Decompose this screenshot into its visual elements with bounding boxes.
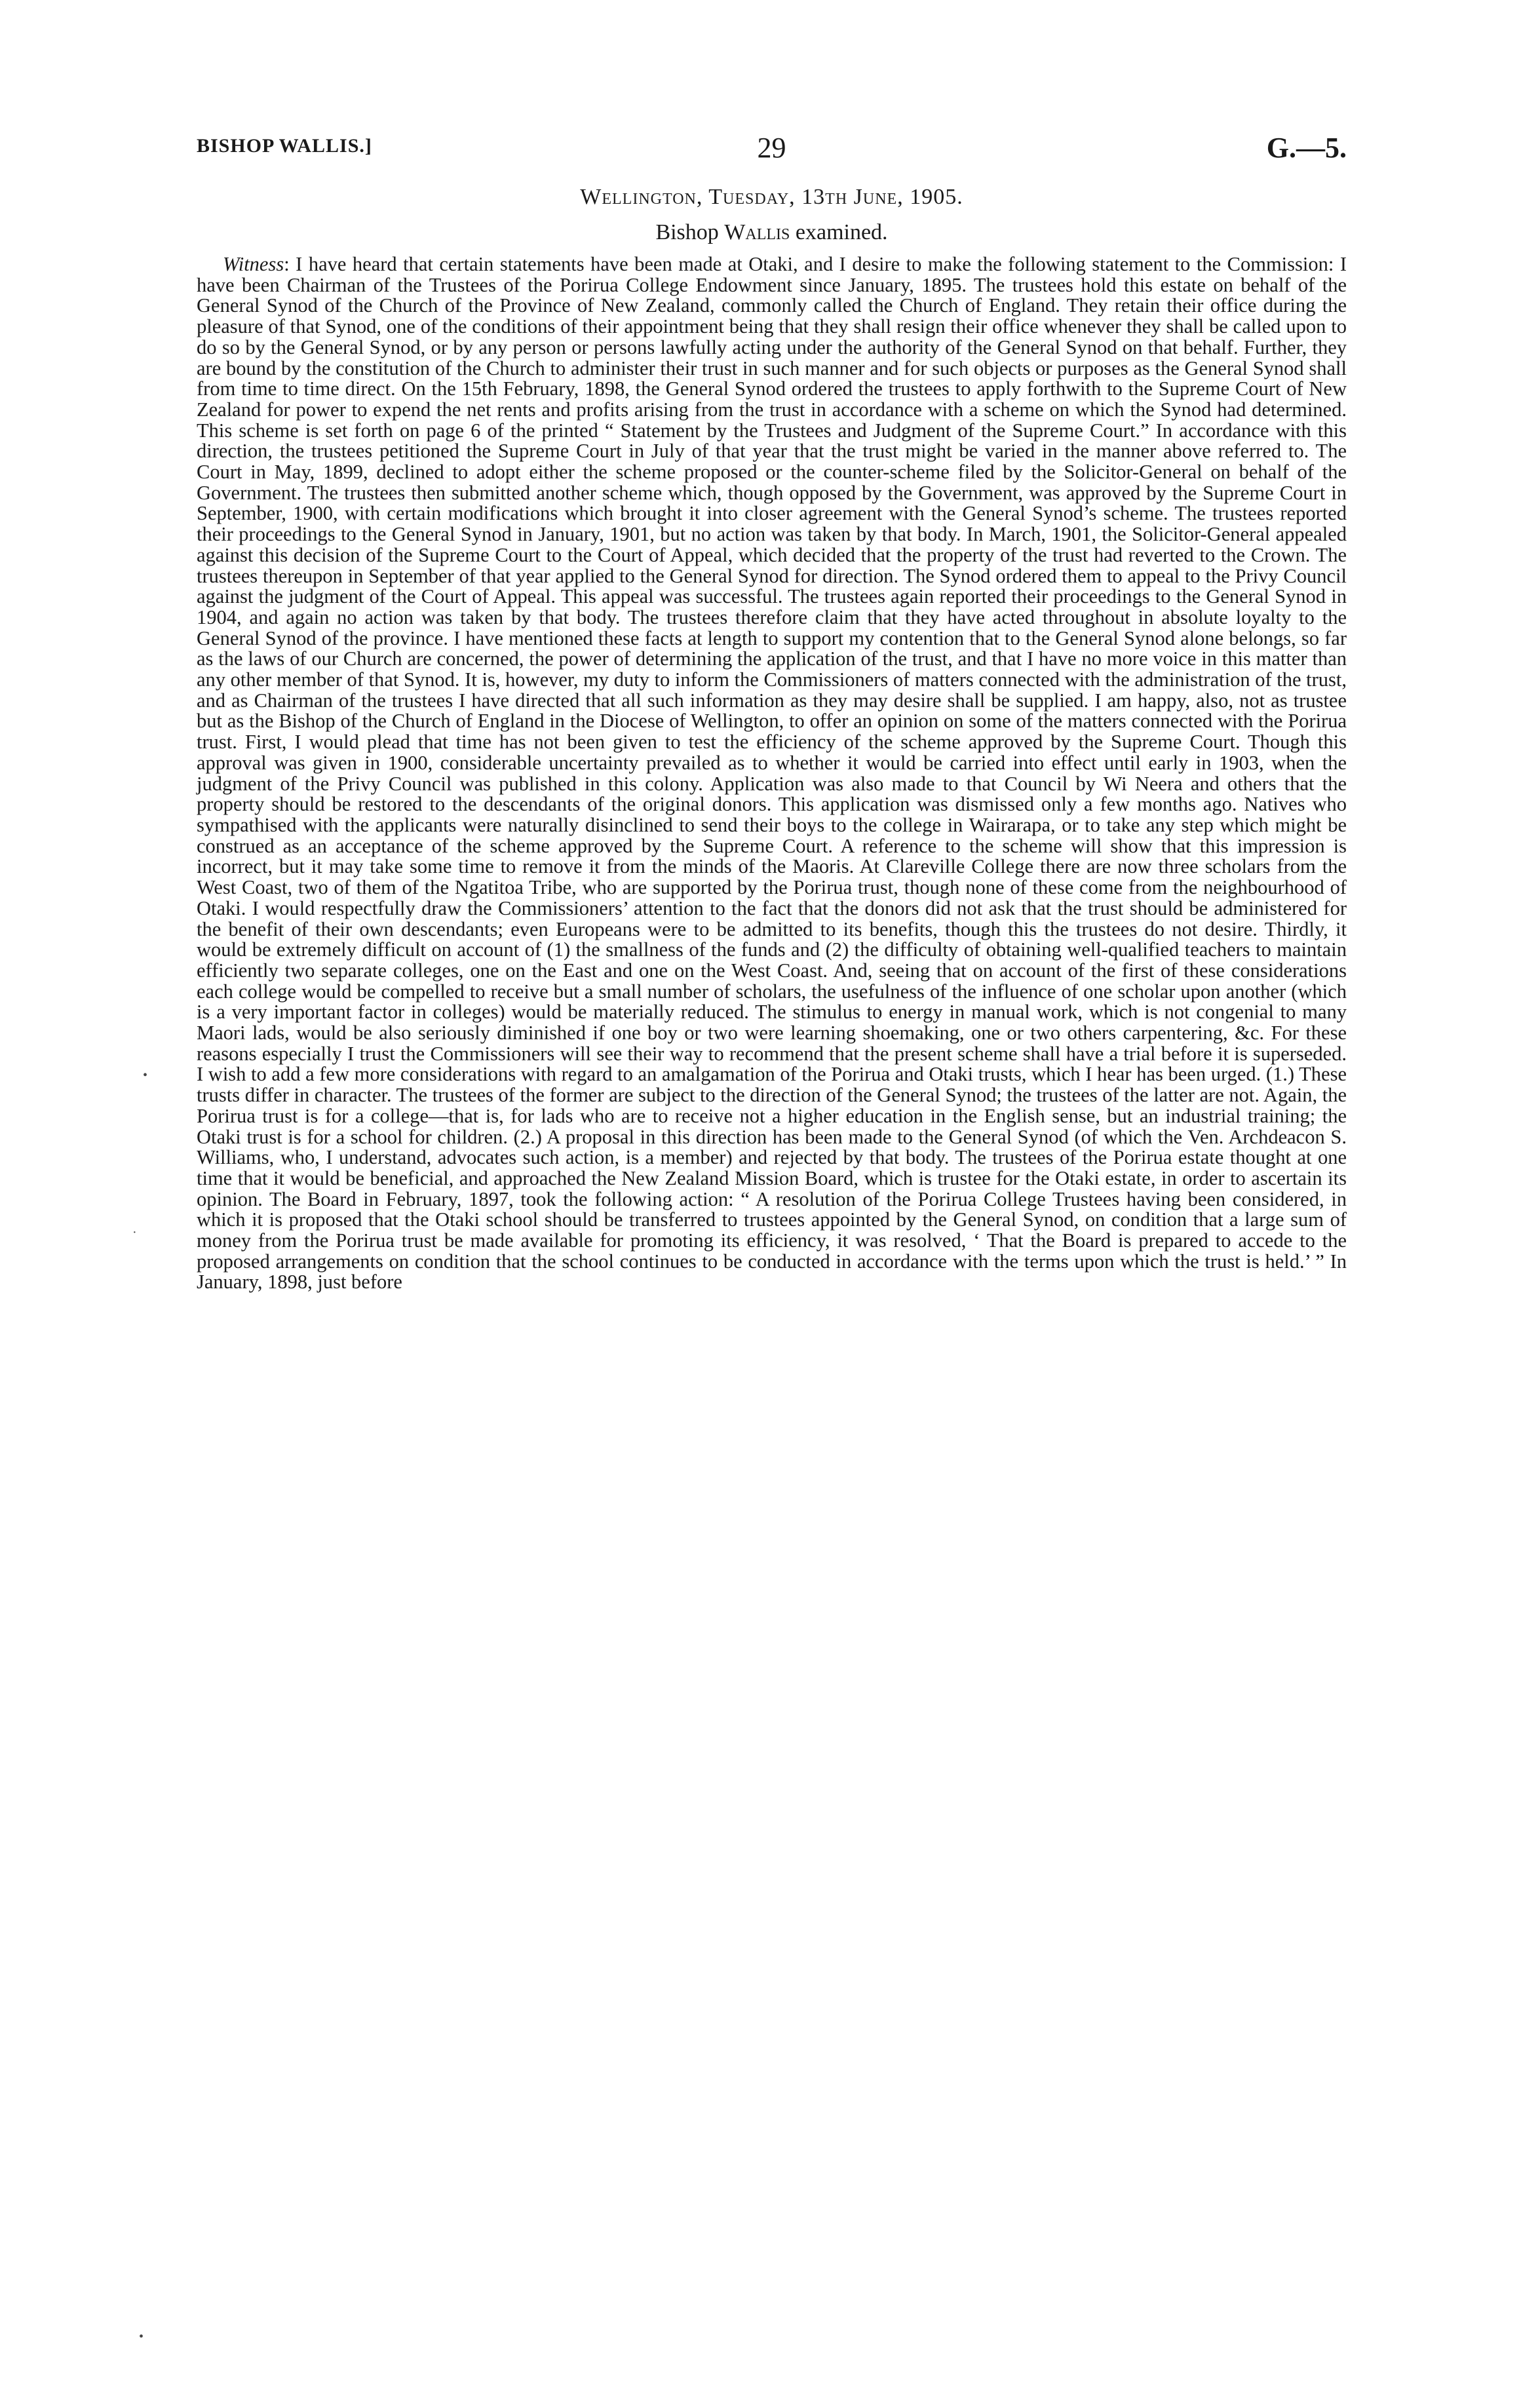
page-header xyxy=(197,131,1347,164)
testimony-text: : I have heard that certain statements have been made at Otaki, and I desire to make the following statement to the Commission: I have been Chairman of the Trustees of the Porirua College Endowment since January, 1895. The trustees hold this estate on behalf of the General Synod of the Church of the Province of New Zealand, commonly called the Church of England. They retain their office during the pleasure of that Synod, one of the conditions of their appointment being that they shall resign their office whenever they shall be called upon to do so by the General Synod, or by any person or persons lawfully acting under the authority of the General Synod on that behalf. Further, they are bound by the constitution of the Church to administer their trust in such manner and for such objects or purposes as the General Synod shall from time to time direct. On the 15th February, 1898, the General Synod ordered the trustees to apply forthwith to the Supreme Court of New Zealand for power to expend the net rents and profits arising from the trust in accordance with a scheme on which the Synod had determined. This scheme is set forth on page 6 of the printed “ Statement by the Trustees and Judgment of the Supreme Court.” In accordance with this direction, the trustees petitioned the Supreme Court in July of that year that the trust might be varied in the manner above referred to. The Court in May, 1899, declined to adopt either the scheme proposed or the counter-scheme filed by the Solicitor-General on behalf of the Government. The trustees then submitted another scheme which, though opposed by the Government, was approved by the Supreme Court in September, 1900, with certain modifications which brought it into closer agreement with the General Synod’s scheme. The trustees reported their proceedings to the General Synod in January, 1901, but no action was taken by that body. In March, 1901, the Solicitor-General appealed against this decision of the Supreme Court to the Court of Appeal, which decided that the property of the trust had reverted to the Crown. The trustees thereupon in September of that year applied to the General Synod for direction. The Synod ordered them to appeal to the Privy Council against the judgment of the Court of Appeal. This appeal was successful. The trustees again reported their proceedings to the General Synod in 1904, and again no action was taken by that body. The trustees therefore claim that they have acted throughout in absolute loyalty to the General Synod of the province. I have mentioned these facts at length to support my contention that to the General Synod alone belongs, so far as the laws of our Church are concerned, the power of determining the application of the trust, and that I have no more voice in this matter than any other member of that Synod. It is, however, my duty to inform the Commissioners of matters connected with the administration of the trust, and as Chairman of the trustees I have directed that all such information as they may desire shall be supplied. I am happy, also, not as trustee but as the Bishop of the Church of England in the Diocese of Wellington, to offer an opinion on some of the matters connected with the Porirua trust. First, I would plead that time has not been given to test the efficiency of the scheme approved by the Supreme Court. Though this approval was given in 1900, considerable uncertainty prevailed as to whether it would be carried into effect until early in 1903, when the judgment of the Privy Council was published in this colony. Application was also made to that Council by Wi Neera and others that the property should be restored to the descendants of the original donors. This application was dismissed only a few months ago. Natives who sympathised with the applicants were naturally disinclined to send their boys to the college in Wairarapa, or to take any step which might be construed as an acceptance of the scheme approved by the Supreme Court. A reference to the scheme will show that this impression is incorrect, but it may take some time to remove it from the minds of the Maoris. At Clareville College there are now three scholars from the West Coast, two of them of the Ngatitoa Tribe, who are supported by the Porirua trust, though none of these come from the neighbourhood of Otaki. I would respectfully draw the Commissioners’ attention to the fact that the donors did not ask that the trust should be administered for the benefit of their own descendants; even Europeans were to be admitted to its benefits, though this the trustees do not desire. Thirdly, it would be extremely difficult on account of (1) the smallness of the funds and (2) the difficulty of obtaining well-qualified teachers to maintain efficiently two separate colleges, one on the East and one on the West Coast. And, seeing that on account of the first of these considerations each college would be compelled to receive but a small number of scholars, the usefulness of the influence of one scholar upon another (which is a very important factor in colleges) would be materially reduced. The stimulus to energy in manual work, which is not congenial to many Maori lads, would be also seriously diminished if one boy or two were learning shoemaking, one or two others carpentering, &c. For these reasons especially I trust the Commissioners will see their way to recommend that the present scheme shall have a trial before it is superseded. I wish to add a few more considerations with regard to an amalgamation of the Porirua and Otaki trusts, which I hear has been urged. (1.) These trusts differ in character. The trustees of the former are subject to the direction of the General Synod; the trustees of the latter are not. Again, the Porirua trust is for a college—that is, for lads who are to receive not a higher education in the English sense, but an industrial training; the Otaki trust is for a school for children. (2.) A proposal in this direction has been made to the General Synod (of which the Ven. Archdeacon S. Williams, who, I understand, advocates such action, is a member) and rejected by that body. The trustees of the Porirua estate thought at one time that it would be beneficial, and approached the New Zealand Mission Board, which is trustee for the Otaki estate, in order to ascertain its opinion. The Board in February, 1897, took the following action: “ A resolution of the Porirua College Trustees having been considered, in which it is proposed that the Otaki school should be transferred to trustees appointed by the General Synod, on condition that a large sum of money from the Porirua trust be made available for promoting its efficiency, it was resolved, ‘ That the Board is prepared to accede to the proposed arrangements on condition that the school continues to be conducted in accordance with the terms upon which the trust is held.’ ” In January, 1898, just before xyxy=(197,253,1347,1294)
witness-heading-prefix: Bishop xyxy=(655,220,725,244)
margin-mark: • xyxy=(139,2330,144,2344)
session-heading: Wellington, Tuesday, 13th June, 1905. xyxy=(580,185,963,209)
witness-heading-suffix: examined. xyxy=(790,220,888,244)
witness-heading xyxy=(197,220,1347,245)
testimony-paragraph xyxy=(197,254,1347,1293)
margin-mark: · xyxy=(132,1225,137,1240)
margin-mark: • xyxy=(143,1068,148,1083)
running-head-left: BISHOP WALLIS.] xyxy=(197,135,372,157)
page-number: 29 xyxy=(757,132,786,164)
document-reference: G.—5. xyxy=(1266,132,1347,164)
testimony-body xyxy=(197,254,1347,1293)
speaker-label: Witness xyxy=(223,253,284,275)
witness-name: Wallis xyxy=(724,220,790,244)
